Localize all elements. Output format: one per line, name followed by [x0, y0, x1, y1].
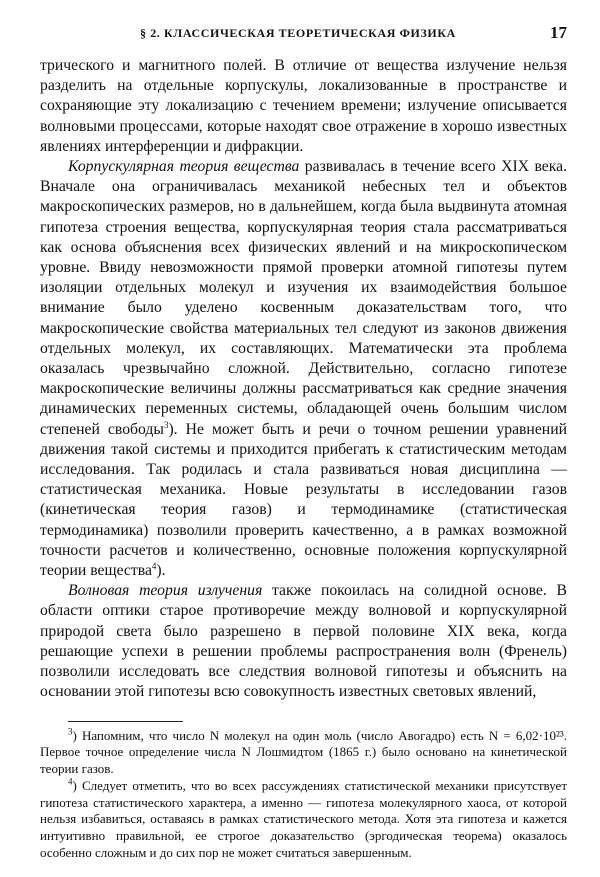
footnote-3-mark: 3	[68, 726, 73, 737]
section-title: § 2. КЛАССИЧЕСКАЯ ТЕОРЕТИЧЕСКАЯ ФИЗИКА	[140, 26, 456, 40]
term-corpuscular-theory: Корпускулярная теория вещества	[68, 158, 300, 176]
paragraph-3-text: также покоилась на солидной основе. В области оптики старое противоречие между волновой и корпускулярной природой света было разрешено в первой половине XIX века, когда решающие успехи в решении проблемы распространения волн (Френель) позволили исследовать все следствия волновой гипотезы и объяснить на основании этой гипотезы всю совокупность известных световых явлений,	[40, 582, 567, 701]
paragraph-2-text-a: развивалась в течение всего XIX века. Вначале она ограничивалась механикой небесных тел и объектов макроскопических размеров, но в дальнейшем, когда была выдвинута атомная гипотеза строения вещества, корпускулярная теория стала рассматриваться как основа объяснения всех физических явлений и на микроскопическом уровне. Ввиду невозможности прямой проверки атомной гипотезы путем изоляции отдельных молекул и изучения их взаимодействия большое внимание было уделено косвенным доказательствам того, что макроскопические свойства материальных тел следуют из законов движения отдельных молекул, их составляющих. Математически эта проблема оказалась чрезвычайно сложной. Действительно, согласно гипотезе макроскопические величины должны рассматриваться как средние значения динамических переменных системы, обладающей очень большим числом степеней свободы	[40, 158, 567, 438]
paragraph-3	[40, 581, 567, 702]
book-page	[40, 20, 567, 861]
body-text	[40, 56, 567, 703]
term-wave-theory: Волновая теория излучения	[68, 582, 263, 600]
paragraph-2-text-c: ).	[156, 562, 166, 580]
footnote-divider	[68, 721, 183, 722]
page-number: 17	[550, 23, 567, 42]
footnote-4-mark: 4	[68, 776, 73, 787]
paragraph-1: трического и магнитного полей. В отличие от вещества излучение нельзя разделить на отдельные корпускулы, локализованные в пространстве и сохраняющие эту локализацию с течением времени; излучение описывается волновыми процессами, которые находят свое отражение в хорошо известных явлениях интерференции и дифракции.	[40, 57, 567, 155]
paragraph-2-text-b: ). Не может быть и речи о точном решении уравнений движения такой системы и приходится прибегать к статистическим методам исследования. Так родилась и стала развиваться новая дисциплина — статистическая механика. Новые результаты в исследовании газов (кинетическая теория газов) и термодинамике (статистическая термодинамика) позволили проверить качественно, а в рамках возможной точности расчетов и количественно, основные положения корпускулярной теории вещества	[40, 420, 567, 580]
footnote-3	[40, 728, 567, 778]
footnote-ref-4[interactable]: 4	[151, 560, 157, 571]
footnote-3-text: ) Напомним, что число N молекул на один моль (число Авогадро) есть N = 6,02·10²³. Первое точное определение числа N Лошмидтом (1865 г.) было основано на кинетической теории газов.	[40, 727, 567, 776]
footnote-4-text: ) Следует отметить, что во всех рассуждениях статистической механики присутствует гипотеза статистического характера, а именно — гипотеза молекулярного хаоса, от которой нельзя избавиться, оставаясь в рамках статистического метода. Хотя эта гипотеза и кажется интуитивно правильной, ее строгое доказательство (эргодическая теорема) оказалось особенно сложным и до сих пор не может считаться завершенным.	[40, 778, 567, 860]
footnote-ref-3[interactable]: 3	[163, 419, 169, 430]
footnote-4	[40, 778, 567, 861]
running-head	[40, 20, 567, 46]
paragraph-2	[40, 157, 567, 581]
